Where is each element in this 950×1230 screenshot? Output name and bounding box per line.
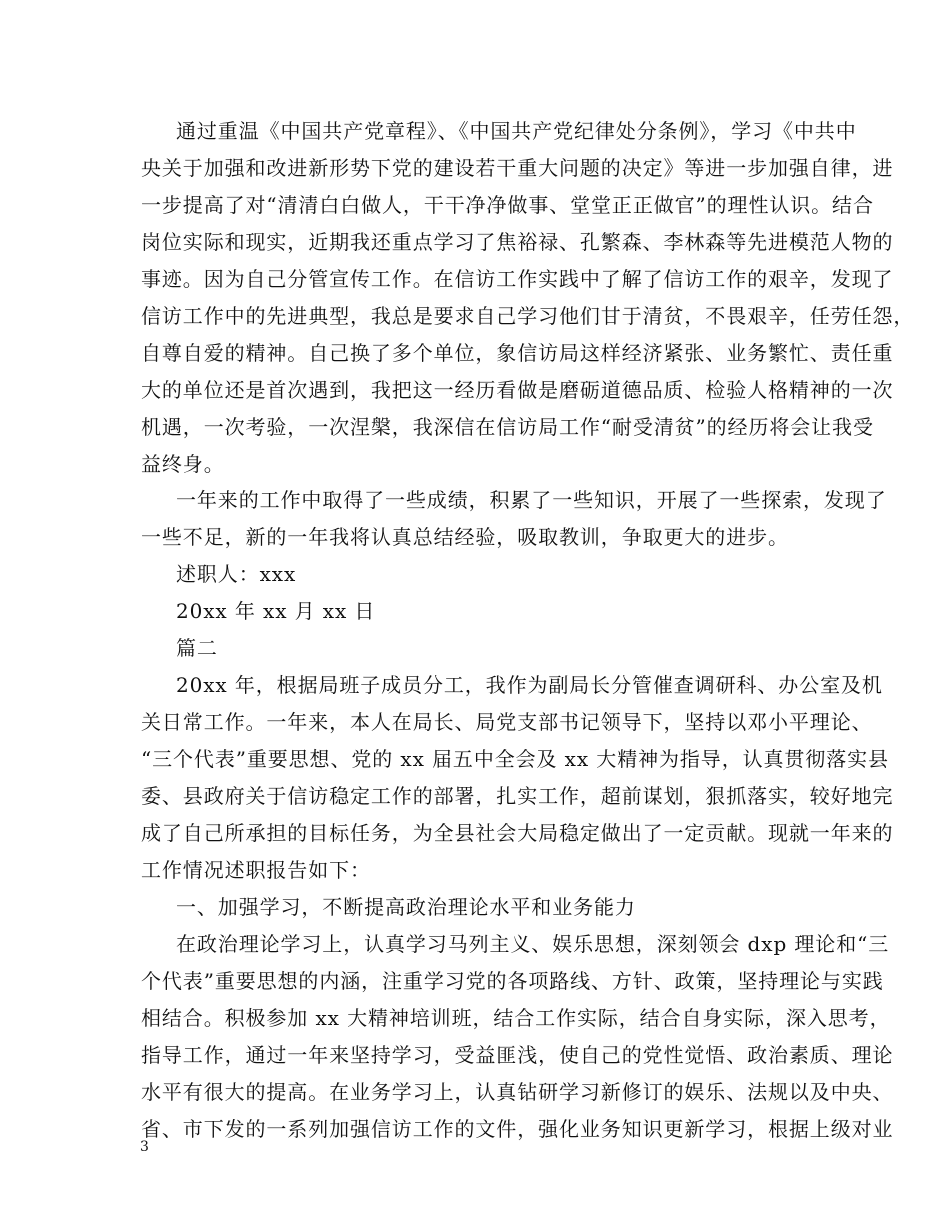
paragraph-line: 信访工作中的先进典型，我总是要求自己学习他们甘于清贫，不畏艰辛，任劳任怨， <box>141 304 915 328</box>
page-number: 3 <box>140 1139 149 1155</box>
paragraph-line: 成了自己所承担的目标任务，为全县社会大局稳定做出了一定贡献。现就一年来的 <box>141 821 894 845</box>
paragraph-line: 省、市下发的一系列加强信访工作的文件，强化业务知识更新学习，根据上级对业 <box>141 1117 894 1141</box>
paragraph-line: 在政治理论学习上，认真学习马列主义、娱乐思想，深刻领会 dxp 理论和“三 <box>176 932 890 956</box>
paragraph-line: 央关于加强和改进新形势下党的建设若干重大问题的决定》等进一步加强自律，进 <box>141 156 894 180</box>
paragraph-line: 关日常工作。一年来，本人在局长、局党支部书记领导下，坚持以邓小平理论、 <box>141 710 873 734</box>
paragraph-line: 通过重温《中国共产党章程》、《中国共产党纪律处分条例》，学习《中共中 <box>176 119 857 143</box>
paragraph-line: 机遇，一次考验，一次涅槃，我深信在信访局工作“耐受清贫”的经历将会让我受 <box>141 415 874 439</box>
paragraph-line: 事迹。因为自己分管宣传工作。在信访工作实践中了解了信访工作的艰辛，发现了 <box>141 267 894 291</box>
section-heading: 篇二 <box>176 636 218 660</box>
subsection-heading: 一、加强学习，不断提高政治理论水平和业务能力 <box>176 895 636 919</box>
paragraph-line: 益终身。 <box>141 452 225 476</box>
paragraph-line: 水平有很大的提高。在业务学习上，认真钻研学习新修订的娱乐、法规以及中央、 <box>141 1080 894 1104</box>
paragraph-line: 工作情况述职报告如下： <box>141 858 371 882</box>
paragraph-line: 大的单位还是首次遇到，我把这一经历看做是磨砺道德品质、检验人格精神的一次 <box>141 378 894 402</box>
paragraph-line: 个代表”重要思想的内涵，注重学习党的各项路线、方针、政策，坚持理论与实践 <box>141 969 884 993</box>
paragraph-line: 相结合。积极参加 xx 大精神培训班，结合工作实际，结合自身实际，深入思考， <box>141 1006 891 1030</box>
signature-line: 述职人：xxx <box>176 562 297 586</box>
paragraph-line: 指导工作，通过一年来坚持学习，受益匪浅，使自己的党性觉悟、政治素质、理论 <box>141 1043 894 1067</box>
paragraph-line: 一些不足，新的一年我将认真总结经验，吸取教训，争取更大的进步。 <box>141 525 789 549</box>
date-line: 20xx 年 xx 月 xx 日 <box>176 599 376 623</box>
paragraph-line: 自尊自爱的精神。自己换了多个单位，象信访局这样经济紧张、业务繁忙、责任重 <box>141 341 894 365</box>
paragraph-line: “三个代表”重要思想、党的 xx 届五中全会及 xx 大精神为指导，认真贯彻落实县 <box>141 747 889 771</box>
paragraph-line: 岗位实际和现实，近期我还重点学习了焦裕禄、孔繁森、李林森等先进模范人物的 <box>141 230 894 254</box>
paragraph-line: 委、县政府关于信访稳定工作的部署，扎实工作，超前谋划，狠抓落实，较好地完 <box>141 784 894 808</box>
paragraph-line: 20xx 年，根据局班子成员分工，我作为副局长分管催查调研科、办公室及机 <box>176 673 883 697</box>
paragraph-line: 一年来的工作中取得了一些成绩，积累了一些知识，开展了一些探索，发现了 <box>176 488 887 512</box>
paragraph-line: 一步提高了对“清清白白做人，干干净净做事、堂堂正正做官”的理性认识。结合 <box>141 193 874 217</box>
